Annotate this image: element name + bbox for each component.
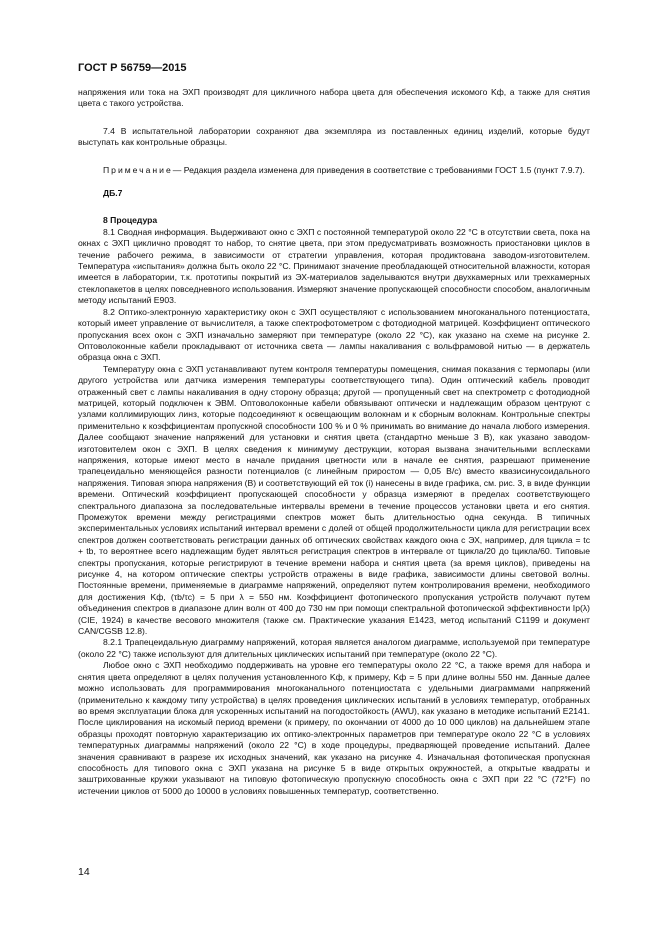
note-label: Примечание xyxy=(103,164,173,175)
note-text: — Редакция раздела изменена для приведения в соответствие с требованиями ГОСТ 1.5 (пункт 7.9.7). xyxy=(172,164,585,175)
paragraph-8-2-1: 8.2.1 Трапецеидальную диаграмму напряжений, которая является аналогом диаграмме, используемой при температуре (около 22 °С) также используют для длительных циклических испытаний при температуре (около 22 °С). xyxy=(78,637,590,659)
section-heading-db7: ДБ.7 xyxy=(103,188,123,199)
paragraph-temperature: Температуру окна с ЭХП устанавливают путем контроля температуры помещения, снимая показания с термопары (или другого устройства или датчика измерения температуры соответствующего типа). Один оптический кабель проводит отраженный свет с лампы накаливания в одну сторону образца; другой — пропущенный свет на спектрометр с фотодиодной матрицей, который подключен к ЭВМ. Оптоволоконные кабели обвязывают оптически и надлежащим образом центруют с узлами коллимирующих линз, которые подсоединяют к освещающим волокнам и к сборным волокнам. Контрольные спектры применительно к коэффициентам пропускной способности 100 % и 0 % принимать во внимание до начала любого измерения. Далее сообщают значение напряжений для установки и снятия цвета (стандартно меньше 3 В), как указано заводом-изготовителем окон с ЭХП. В целях сведения к минимуму деструкции, которая вызвана значительными всплесками напряжения, которые имеют место в начале придания цветности или в начале ее снятия, разрешают применение трапецеидально меняющейся разности потенциалов (с линейным приростом — 0,05 В/с) вместо квазисинусоидального напряжения. Типовая эпюра напряжения (В) и соответствующий ей ток (i) нанесены в виде графика, см. рис. 3, в виде функции времени. Оптический коэффициент пропускающей способности у образца измеряют в пределах соответствующего спектрального диапазона за последовательные интервалы времени в течение процессов установки цвета и его снятия. Промежуток времени между регистрациями спектров может быть длительностью одна секунда. В типичных экспериментальных условиях испытаний интервал времени с долей от общей продолжительности цикла для регистрации всех спектров должен соответствовать регистрации данных об оптических свойствах каждого окна с ЭХ, например, для tцикла = tc + tb, то вероятнее всего надлежащим будет являться регистрация спектров в интервале от tцикла/20 до tцикла/60. Типовые спектры пропускания, которые регистрируют в течение времени набора и снятия цвета (за время циклов), приведены на рисунке 4, на котором оптические спектры устройств отражены в виде графика, зависимости длины световой волны. Постоянные времени, применяемые в диаграмме напряжений, определяют путем контролирования времени, необходимого для достижения Kф, (τb/τc) = 5 при λ = 550 нм. Коэффициент фотопического пропускания устройств получают путем объединения спектров в диапазоне длин волн от 400 до 730 нм при помощи спектральной фотопической эффективности Iр(λ) (CIE, 1924) в качестве весового множителя (также см. Практические указания Е1423, метод испытаний С1199 и документ CAN/CGSB 12.8). xyxy=(78,363,590,637)
page-number: 14 xyxy=(78,866,90,878)
section-heading-8: 8 Процедура xyxy=(103,215,158,226)
document-header: ГОСТ Р 56759—2015 xyxy=(78,62,187,74)
paragraph-8-1: 8.1 Сводная информация. Выдерживают окно с ЭХП с постоянной температурой около 22 °С в отсутствии света, пока на окнах с ЭХП циклично проводят то набор, то снятие цвета, при этом предусматривать возможность приостановки циклов в течение рабочего режима, в зависимости от стратегии управления, которая продиктована заводом-изготовителем. Температура «испытания» должна быть около 22 °С. Принимают значение преобладающей относительной влажности, которая имеется в лаборатории, т.к. прототипы покрытий из ЭХ-материалов заделываются внутри двухкамерных или трехкамерных стеклопакетов в целях повседневного использования. Измеряют значение пропускающей способности способом, аналогичным методу испытаний Е903. xyxy=(78,226,590,306)
paragraph-intro: напряжения или тока на ЭХП производят для цикличного набора цвета для обеспечения искомого Kф, а также для снятия цвета с такого устройства. xyxy=(78,87,590,109)
paragraph-8-2: 8.2 Оптико-электронную характеристику окон с ЭХП осуществляют с использованием многоканального потенциостата, который имеет управление от вычислителя, а также спектрофотометром с фотодиодной матрицей. Коэффициент оптического пропускания всех окон с ЭХП изначально замеряют при температуре (около 22 °С), как указано на схеме на рисунке 2. Оптоволоконные кабели прокладывают от источника света — лампы накаливания с вольфрамовой нитью — в держатель образца окна с ЭХП. xyxy=(78,306,590,363)
document-body xyxy=(78,87,590,797)
note-paragraph xyxy=(78,165,590,176)
paragraph-cycling: Любое окно с ЭХП необходимо поддерживать на уровне его температуры около 22 °С, а также время для набора и снятия цвета определяют в целях получения установленного Kф, к примеру, Kф = 5 при длине волны 550 нм. Данные далее можно использовать для программирования многоканального потенциостата с удельными диаграммами напряжений (применительно к каждому типу устройства) в целях проведения циклических испытаний в условиях температур, отобранных во время эксплуатации блока для ускоренных испытаний на погодостойкость (AWU), как указано в методике испытаний Е2141. После циклирования на искомый период времени (к примеру, по окончании от 4000 до 10 000 циклов) на дальнейшем этапе образцы проходят повторную характеризацию их оптико-электронных параметров при температуре около 22 °С в условиях температурных диаграммы напряжений (около 22 °С) в ходе процедуры, предваряющей проведение испытаний. Далее значения сравнивают в разрезе их исходных значений, как указано на рисунке 4. Изначальная фотопическая пропускная способность для типового окна с ЭХП указана на рисунке 5 в виде открытых окружностей, а открытые квадраты и заштрихованные кружки указывают на типовую фотопическую пропускную способность окна с ЭХП при 22 °С (72°F) по истечении циклов от 5000 до 10000 в условиях повышенных температур, соответственно. xyxy=(78,660,590,796)
paragraph-7-4: 7.4 В испытательной лаборатории сохраняют два экземпляра из поставленных единиц изделий, которые будут выступать как контрольные образцы. xyxy=(78,125,590,148)
